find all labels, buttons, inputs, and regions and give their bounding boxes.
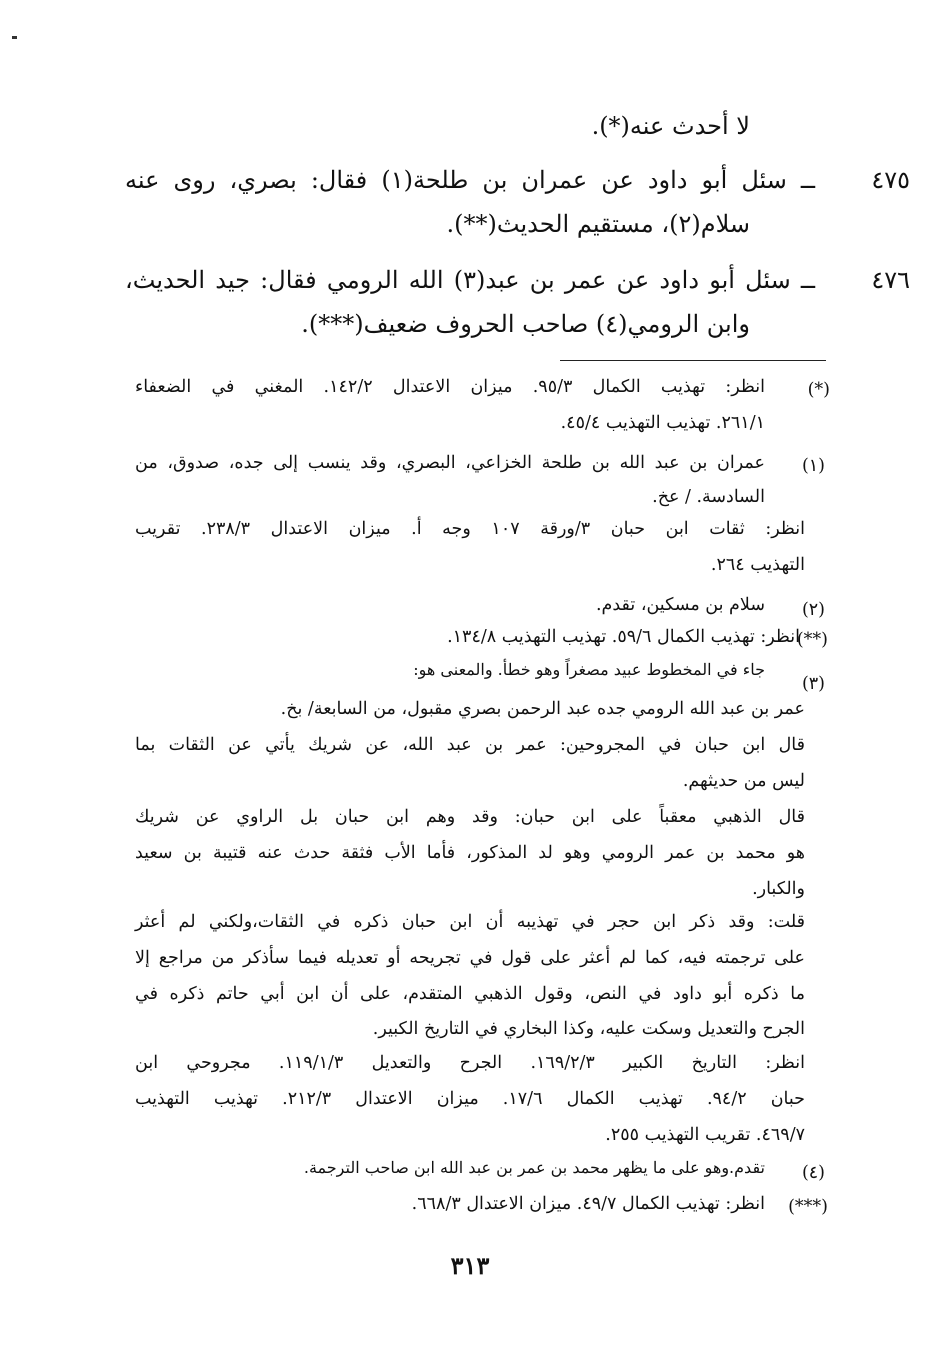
footnote-line: انظر: تهذيب الكمال ٩٥/٣. ميزان الاعتدال ١٤٢/٢. المغني في الضعفاء [135,377,765,397]
footnote-marker: (٣) [801,674,825,694]
footnote-line: التهذيب ٢٦٤. [710,555,805,575]
footnote-separator [560,360,826,361]
footnote-line: انظر: ثقات ابن حبان ٣/ورقة ١٠٧ وجه أ. ميزان الاعتدال ٢٣٨/٣. تقريب [135,519,806,539]
footnote-line: ٤٦٩/٧. تقريب التهذيب ٢٥٥. [605,1125,805,1145]
footnote-marker: (٤) [801,1163,825,1183]
footnote-line: عمر بن عبد الله الرومي جده عبد الرحمن بصري مقبول، من السابعة/ بخ. [280,699,805,719]
entry-475-line-1: ــ سئل أبو داود عن عمران بن طلحة(١) فقال: بصري، روى عنه [125,166,815,194]
footnote-line: قال ابن حبان في المجروحين: عمر بن عبد الله، عن شريك يأتي عن الثقات بما [135,735,805,755]
footnote-marker: (٢) [801,600,825,620]
footnote-line: جاء في المخطوط عبيد مصغراً وهو خطأ. والمعنى هو: [413,660,765,679]
entry-476-line-1: ــ سئل أبو داود عن عمر بن عبد(٣) الله الرومي فقال: جيد الحديث، [125,266,815,294]
footnote-line: على ترجمته فيه، كما لم أعثر على قول في تجريحه أو تعديله فيما سأذكر من مراجع إلا [135,948,805,968]
footnote-line: انظر: تهذيب الكمال ٤٩/٧. ميزان الاعتدال ٦٦٨/٣. [411,1194,765,1214]
entry-475-line-2: سلام(٢)، مستقيم الحديث(**). [446,210,750,238]
footnote-line: قال الذهبي معقباً على ابن حبان: وقد وهم ابن حبان بل الراوي عن شريك [135,807,805,827]
footnote-line: قلت: وقد ذكر ابن حجر في تهذيبه أن ابن حبان ذكره في الثقات،ولكني لم أعثر [135,912,805,932]
footnote-line: انظر: تهذيب الكمال ٥٩/٦. تهذيب التهذيب ١٣٤/٨. [447,627,800,647]
page-number: ٣١٣ [450,1251,490,1280]
entry-number: ٤٧٥ [871,166,910,194]
footnote-line: عمران بن عبد الله بن طلحة الخزاعي، البصري، وقد ينسب إلى جده، صدوق، من [135,453,765,473]
footnote-marker: (***) [788,1197,828,1217]
footnote-line: ما ذكره أبو داود في النص، وقول الذهبي المتقدم، على أن ابن أبي حاتم ذكره في [135,984,805,1004]
footnote-line: والكبار. [752,879,805,899]
footnote-marker: (*) [807,380,830,400]
footnote-line: الجرح والتعديل وسكت عليه، وكذا البخاري في التاريخ الكبير. [372,1019,805,1039]
entry-476-line-2: وابن الرومي(٤) صاحب الحروف ضعيف(***). [301,310,750,338]
footnote-line: ٢٦١/١. تهذيب التهذيب ٤٥/٤. [560,413,765,433]
entry-number: ٤٧٦ [871,266,910,294]
footnote-line: سلام بن مسكين، تقدم. [595,595,765,615]
footnote-line: ليس من حديثهم. [682,771,805,791]
footnote-line: تقدم.وهو على ما يظهر محمد بن عمر بن عبد الله ابن صاحب الترجمة. [303,1158,765,1177]
footnote-marker: (١) [801,456,825,476]
footnote-line: هو محمد بن عمر الرومي وهو لد المذكور، فأما الأب فثقة حدث عنه قتيبة بن سعيد [135,843,805,863]
scan-mark [12,36,17,39]
footnote-line: انظر: التاريخ الكبير ١٦٩/٢/٣. الجرح والتعديل ١١٩/١/٣. مجروحي ابن [135,1053,805,1073]
footnote-line: السادسة. / عخ. [652,487,765,507]
footnote-marker: (**) [796,630,828,650]
footnote-line: حبان ٩٤/٢. تهذيب الكمال ١٧/٦. ميزان الاعتدال ٢١٢/٣. تهذيب التهذيب [135,1089,805,1109]
intro-line: لا أحدث عنه(*). [591,112,750,140]
